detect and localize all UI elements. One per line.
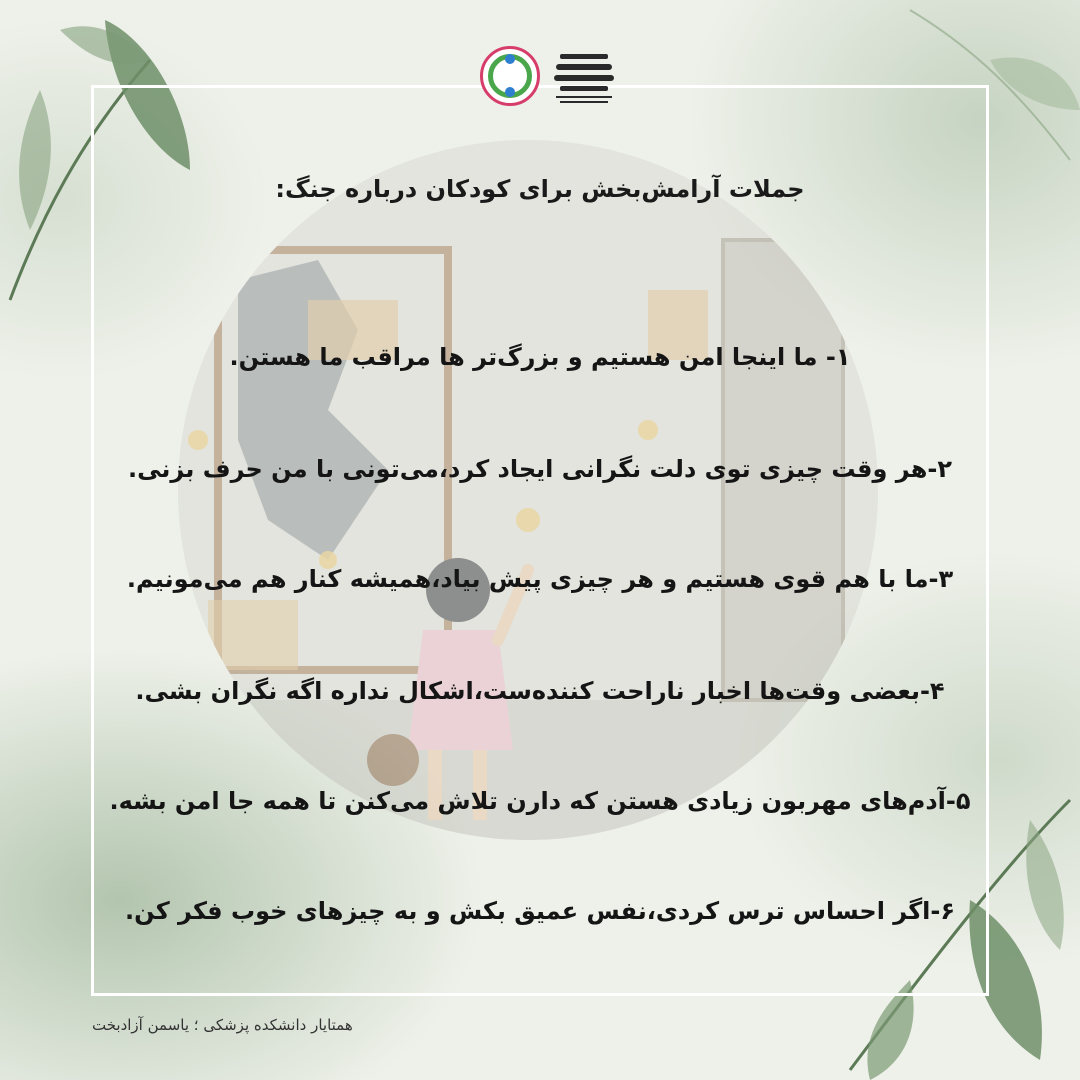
- list-item-4: ۴-بعضی وقت‌ها اخبار ناراحت کننده‌ست،اشکال نداره اگه نگران بشی.: [135, 677, 945, 705]
- list-item-3: ۳-ما با هم قوی هستیم و هر چیزی پیش بیاد،همیشه کنار هم می‌مونیم.: [126, 565, 954, 593]
- university-logo: [546, 48, 622, 110]
- list-item-1: ۱- ما اینجا امن هستیم و بزرگ‌تر ها مراقب ما هستن.: [229, 343, 851, 371]
- page-title: جملات آرامش‌بخش برای کودکان درباره جنگ:: [275, 175, 805, 203]
- list-item-5: ۵-آدم‌های مهربون زیادی هستن که دارن تلاش می‌کنن تا همه جا امن بشه.: [109, 787, 971, 815]
- author-credit: همتایار دانشکده پزشکی ؛ یاسمن آزادبخت: [92, 1016, 353, 1034]
- header-logos: [470, 44, 630, 114]
- health-network-logo: [480, 46, 540, 106]
- list-item-6: ۶-اگر احساس ترس کردی،نفس عمیق بکش و به چیزهای خوب فکر کن.: [125, 897, 955, 925]
- list-item-2: ۲-هر وقت چیزی توی دلت نگرانی ایجاد کرد،می‌تونی با من حرف بزنی.: [128, 455, 952, 483]
- background-illustration: [178, 140, 878, 840]
